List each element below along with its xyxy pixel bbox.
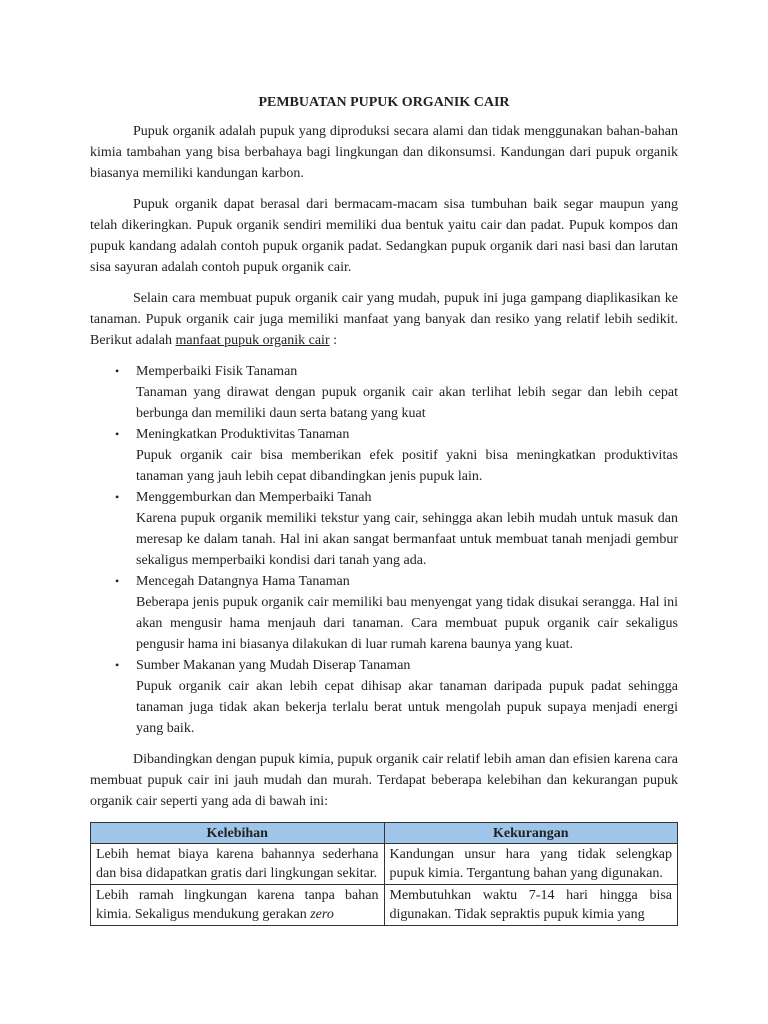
comparison-intro-paragraph: Dibandingkan dengan pupuk kimia, pupuk organik cair relatif lebih aman dan efisien karena cara membuat pupuk cair ini jauh mudah dan murah. Terdapat beberapa kelebihan dan kekurangan pupuk organik cair seperti yang ada di bawah ini:	[90, 752, 678, 809]
table-cell-kelebihan	[91, 885, 385, 926]
benefits-list	[90, 361, 678, 739]
benefit-title: Mencegah Datangnya Hama Tanaman	[136, 574, 350, 589]
benefit-title: Sumber Makanan yang Mudah Diserap Tanaman	[136, 658, 411, 673]
list-item	[115, 655, 678, 739]
header-kekurangan: Kekurangan	[384, 823, 678, 844]
table-row	[91, 885, 678, 926]
list-item	[115, 424, 678, 487]
table-header-row	[91, 823, 678, 844]
cell-italic-text: zero	[310, 907, 334, 922]
bullet-icon: •	[115, 364, 120, 378]
bullet-icon: •	[115, 658, 120, 672]
table-row	[91, 844, 678, 885]
table-cell-kekurangan: Membutuhkan waktu 7-14 hari hingga bisa digunakan. Tidak sepraktis pupuk kimia yang	[384, 885, 678, 926]
list-item	[115, 361, 678, 424]
benefits-intro-paragraph	[90, 288, 678, 351]
bullet-icon: •	[115, 574, 120, 588]
benefits-link[interactable]: manfaat pupuk organik cair	[175, 333, 330, 348]
bullet-icon: •	[115, 490, 120, 504]
document-title: PEMBUATAN PUPUK ORGANIK CAIR	[258, 95, 510, 110]
comparison-table	[90, 822, 678, 926]
benefit-description: Beberapa jenis pupuk organik cair memiliki bau menyengat yang tidak disukai serangga. Hal ini akan mengusir hama menjauh dari tanaman. Cara membuat pupuk organik cair sekaligus pengusir hama ini biasanya dilakukan di luar rumah karena baunya yang kuat.	[136, 595, 678, 652]
benefit-title: Menggemburkan dan Memperbaiki Tanah	[136, 490, 372, 505]
source-paragraph: Pupuk organik dapat berasal dari bermacam-macam sisa tumbuhan baik segar maupun yang telah dikeringkan. Pupuk organik sendiri memiliki dua bentuk yaitu cair dan padat. Pupuk kompos dan pupuk kandang adalah contoh pupuk organik padat. Sedangkan pupuk organik dari nasi basi dan larutan sisa sayuran adalah contoh pupuk organik cair.	[90, 197, 678, 275]
list-item	[115, 571, 678, 655]
table-cell-kekurangan: Kandungan unsur hara yang tidak selengkap pupuk kimia. Tergantung bahan yang digunakan.	[384, 844, 678, 885]
benefit-title: Memperbaiki Fisik Tanaman	[136, 364, 298, 379]
benefit-description: Karena pupuk organik memiliki tekstur yang cair, sehingga akan lebih mudah untuk masuk dan meresap ke dalam tanah. Hal ini akan sangat bermanfaat untuk membuat tanah menjadi gembur sekaligus memperbaiki kondisi dari tanah yang ada.	[136, 511, 678, 568]
benefits-intro-colon: :	[329, 333, 337, 348]
header-kelebihan: Kelebihan	[91, 823, 385, 844]
table-cell-kelebihan: Lebih hemat biaya karena bahannya sederhana dan bisa didapatkan gratis dari lingkungan sekitar.	[91, 844, 385, 885]
benefits-intro-text: Selain cara membuat pupuk organik cair yang mudah, pupuk ini juga gampang diaplikasikan ke tanaman. Pupuk organik cair juga memiliki manfaat yang banyak dan resiko yang relatif lebih sedikit. Berikut adalah	[90, 291, 678, 348]
bullet-icon: •	[115, 427, 120, 441]
list-item	[115, 487, 678, 571]
benefit-description: Pupuk organik cair bisa memberikan efek positif yakni bisa meningkatkan produktivitas tanaman yang jauh lebih cepat dibandingkan jenis pupuk lain.	[136, 448, 678, 484]
cell-text: Lebih ramah lingkungan karena tanpa bahan kimia. Sekaligus mendukung gerakan	[96, 888, 379, 922]
benefit-description: Tanaman yang dirawat dengan pupuk organik cair akan terlihat lebih segar dan lebih cepat berbunga dan memiliki daun serta batang yang kuat	[136, 385, 678, 421]
intro-paragraph: Pupuk organik adalah pupuk yang diproduksi secara alami dan tidak menggunakan bahan-bahan kimia tambahan yang bisa berbahaya bagi lingkungan dan dikonsumsi. Kandungan dari pupuk organik biasanya memiliki kandungan karbon.	[90, 124, 678, 181]
benefit-description: Pupuk organik cair akan lebih cepat dihisap akar tanaman daripada pupuk padat sehingga tanaman juga tidak akan bekerja terlalu berat untuk mengolah pupuk supaya menjadi energi yang baik.	[136, 679, 678, 736]
benefit-title: Meningkatkan Produktivitas Tanaman	[136, 427, 350, 442]
